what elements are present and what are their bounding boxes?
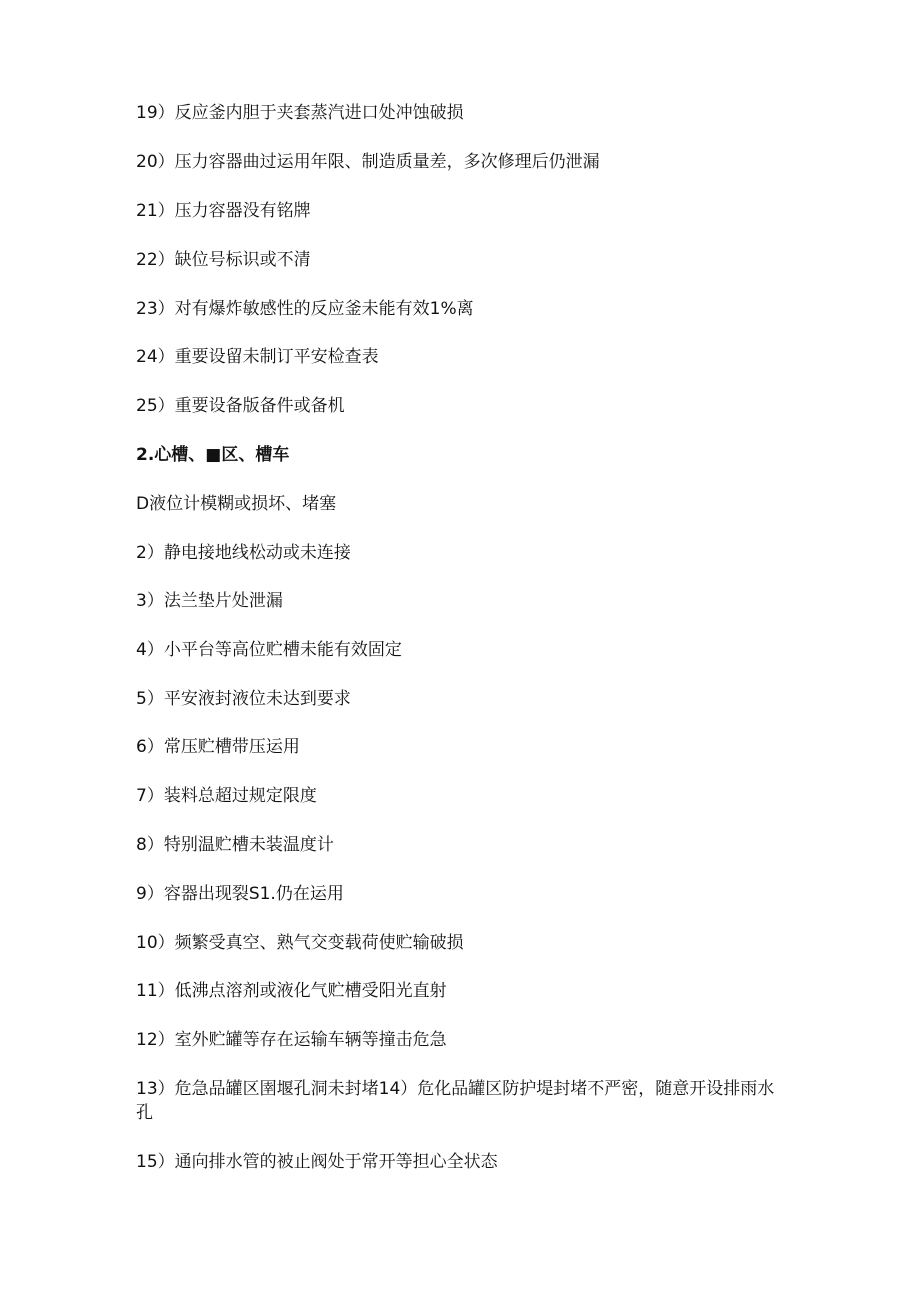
list-item: 10）频繁受真空、熟气交变载荷使贮输破损 [136,933,464,953]
list-item: 12）室外贮罐等存在运输车辆等撞击危急 [136,1030,447,1050]
list-item: 3）法兰垫片处泄漏 [136,591,283,611]
list-item: 2）静电接地线松动或未连接 [136,543,351,563]
list-item: 15）通向排水管的被止阀处于常开等担心全状态 [136,1152,498,1172]
list-item: 23）对有爆炸敏感性的反应釜未能有效1%离 [136,299,474,319]
list-item: 7）装料总超过规定限度 [136,786,317,806]
list-item: 5）平安液封液位未达到要求 [136,689,351,709]
list-item: 22）缺位号标识或不清 [136,250,311,270]
list-item: 6）常压贮槽带压运用 [136,737,300,757]
list-item: 19）反应釜内胆于夹套蒸汽进口处冲蚀破损 [136,103,464,123]
list-item: 8）特别温贮槽未装温度计 [136,835,334,855]
list-item: 25）重要设备版备件或备机 [136,396,345,416]
list-item: 13）危急品罐区圉堰孔洞未封堵14）危化品罐区防护堤封堵不严密，随意开设排雨水孔 [136,1079,775,1123]
list-item: 20）压力容器曲过运用年限、制造质量差，多次修理后仍泄漏 [136,152,600,172]
list-item: 21）压力容器没有铭牌 [136,201,311,221]
list-item: 9）容器出现裂S1.仍在运用 [136,884,344,904]
list-item: D液位计模糊或损坏、堵塞 [136,494,337,514]
list-item: 4）小平台等高位贮槽未能有效固定 [136,640,402,660]
list-item: 11）低沸点溶剂或液化气贮槽受阳光直射 [136,981,447,1001]
section-heading: 2.心槽、■区、槽车 [136,445,290,465]
list-item: 24）重要设留未制订平安检查表 [136,347,379,367]
